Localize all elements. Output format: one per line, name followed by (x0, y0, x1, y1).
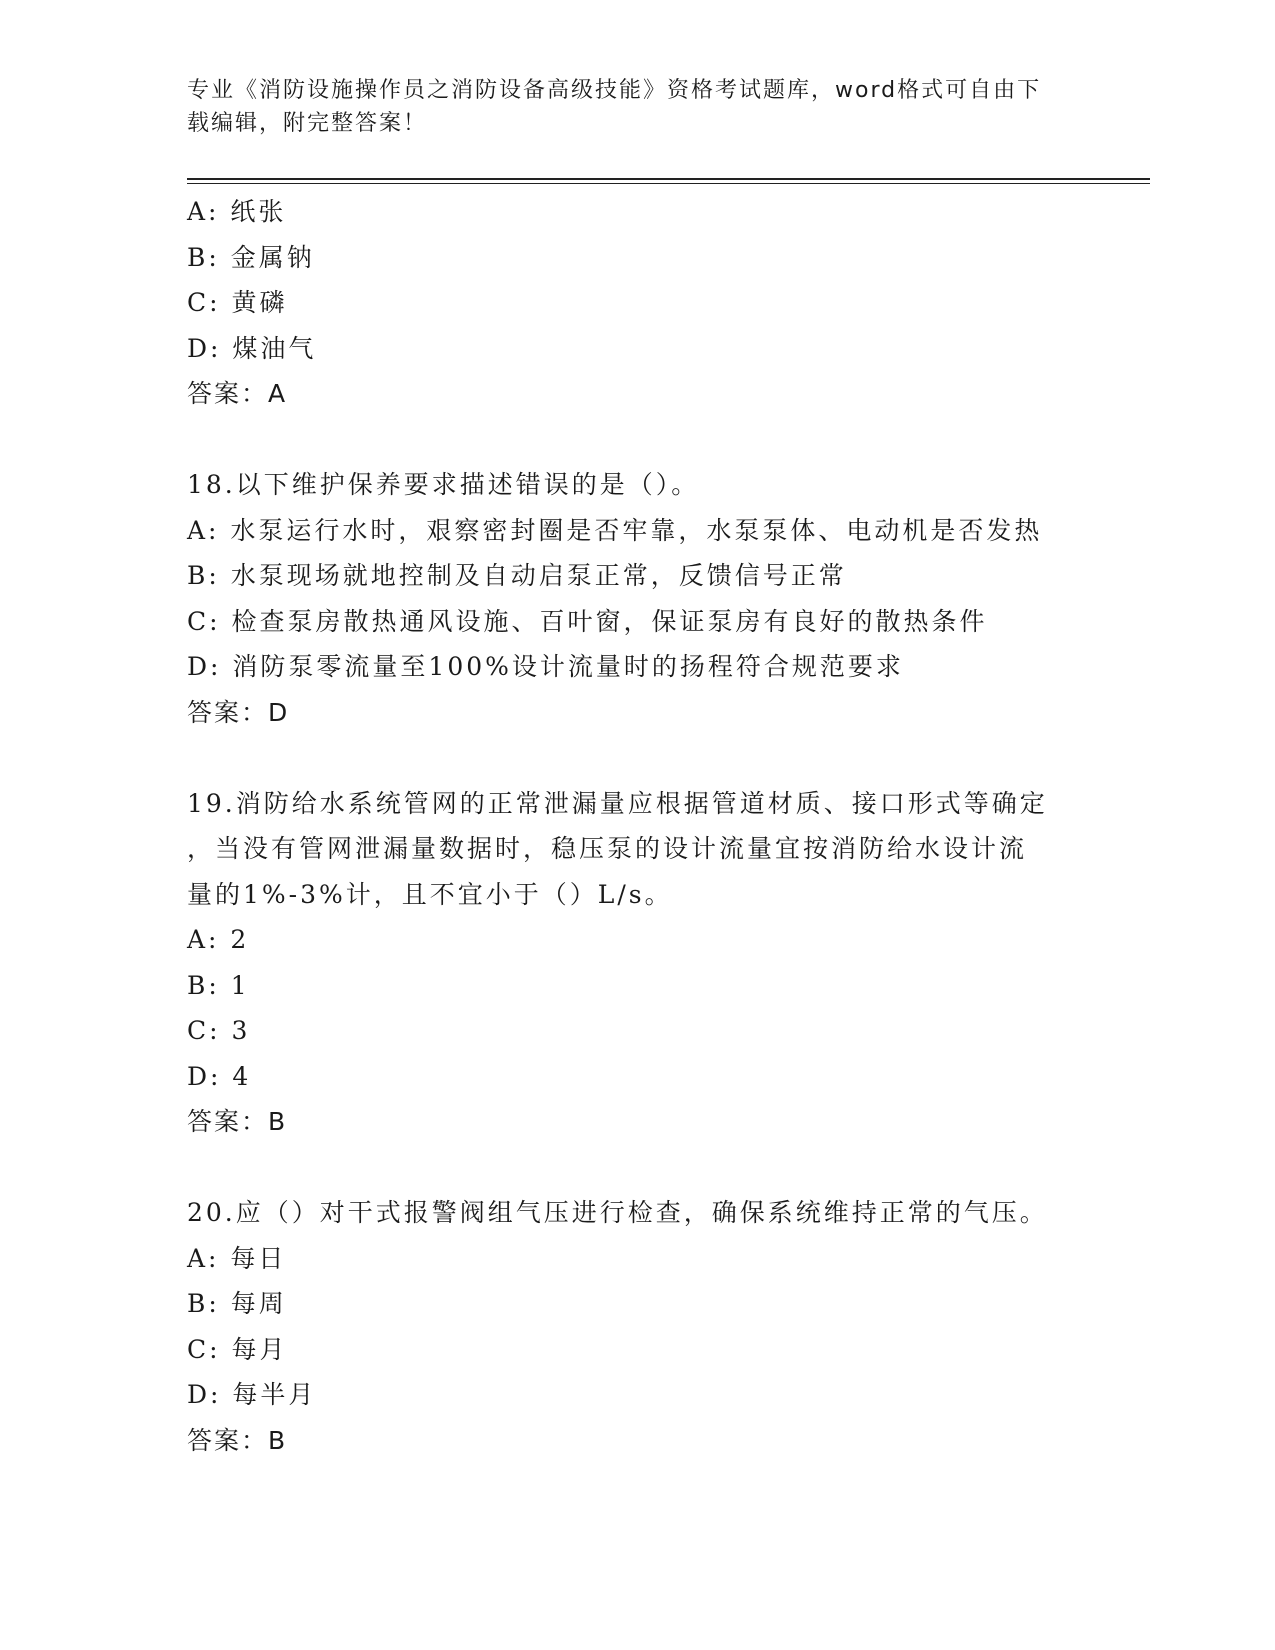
question-text-line-3: 量的1%-3%计，且不宜小于（）L/s。 (187, 879, 673, 909)
option-d: D: 每半月 (187, 1380, 317, 1409)
spacer (187, 1145, 1087, 1191)
question-19 (187, 781, 1087, 1145)
question-text: 18.以下维护保养要求描述错误的是（）。 (187, 470, 700, 499)
option-a: A: 纸张 (187, 197, 287, 226)
option-d: D: 煤油气 (187, 333, 317, 363)
question-20 (187, 1190, 1087, 1463)
option-a: A: 水泵运行水时，艰察密封圈是否牢靠，水泵泵体、电动机是否发热 (187, 515, 1043, 545)
header-line-1: 专业《消防设施操作员之消防设备高级技能》资格考试题库，word格式可自由下 (187, 78, 1042, 103)
answer: 答案：A (187, 379, 288, 408)
option-b: B: 1 (187, 970, 250, 1000)
option-b: B: 金属钠 (187, 242, 315, 272)
header-line-2: 载编辑，附完整答案！ (187, 111, 428, 136)
option-a: A: 每日 (187, 1243, 287, 1273)
spacer (187, 417, 1087, 463)
answer: 答案：B (187, 1425, 288, 1455)
header-divider-thin (187, 183, 1150, 184)
option-b: B: 每周 (187, 1289, 287, 1318)
option-d: D: 消防泵零流量至100%设计流量时的扬程符合规范要求 (187, 652, 904, 681)
question-text-line-1: 19.消防给水系统管网的正常泄漏量应根据管道材质、接口形式等确定 (187, 788, 1048, 818)
option-d: D: 4 (187, 1061, 252, 1091)
question-18 (187, 462, 1087, 735)
option-c: C: 每月 (187, 1334, 288, 1364)
option-a: A: 2 (187, 925, 250, 954)
option-c: C: 黄磷 (187, 288, 288, 317)
answer: 答案：D (187, 697, 290, 727)
document-header (187, 74, 1067, 140)
spacer (187, 735, 1087, 781)
answer: 答案：B (187, 1107, 288, 1136)
question-text-line-2: ，当没有管网泄漏量数据时，稳压泵的设计流量宜按消防给水设计流 (187, 834, 1028, 863)
option-b: B: 水泵现场就地控制及自动启泵正常，反馈信号正常 (187, 561, 847, 590)
option-c: C: 检查泵房散热通风设施、百叶窗，保证泵房有良好的散热条件 (187, 606, 988, 636)
question-17 (187, 189, 1087, 417)
header-divider-thick (187, 178, 1150, 180)
question-list (187, 189, 1087, 1463)
option-c: C: 3 (187, 1016, 251, 1045)
question-text: 20.应（）对干式报警阀组气压进行检查，确保系统维持正常的气压。 (187, 1198, 1048, 1227)
